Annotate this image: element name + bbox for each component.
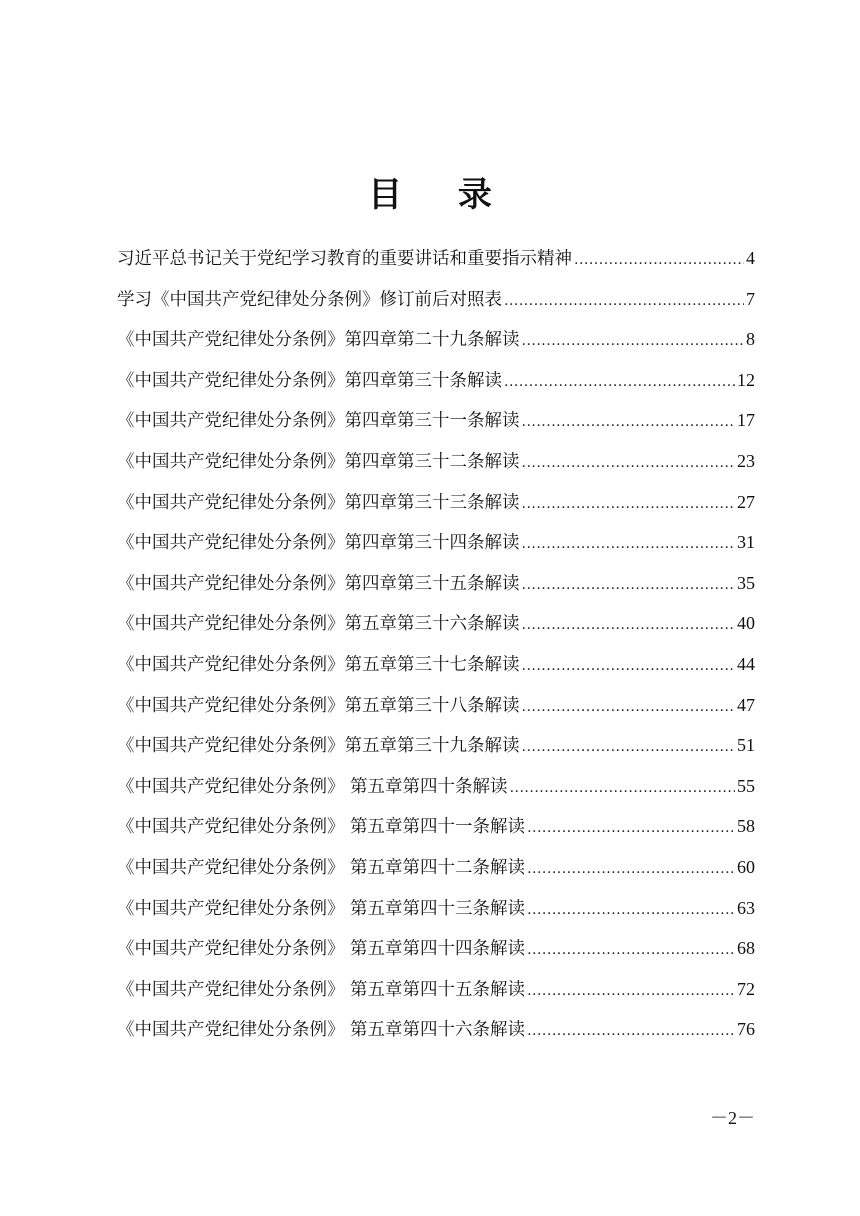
toc-entry-label: 《中国共产党纪律处分条例》第五章第三十八条解读 [117, 695, 520, 716]
toc-entry[interactable] [117, 769, 755, 810]
toc-dot-leader [522, 608, 736, 642]
toc-entry[interactable] [117, 525, 755, 566]
toc-entry-page-number: 68 [737, 938, 755, 959]
toc-entry-label: 《中国共产党纪律处分条例》第四章第三十五条解读 [117, 573, 520, 594]
toc-entry[interactable] [117, 728, 755, 769]
toc-entry[interactable] [117, 566, 755, 607]
toc-dot-leader [522, 527, 736, 561]
toc-dot-leader [510, 771, 735, 805]
toc-entry[interactable] [117, 931, 755, 972]
toc-entry[interactable] [117, 444, 755, 485]
toc-dot-leader [522, 730, 736, 764]
table-of-contents [117, 241, 755, 1053]
toc-entry-label: 《中国共产党纪律处分条例》 第五章第四十三条解读 [117, 898, 526, 919]
toc-dot-leader [527, 811, 735, 845]
toc-dot-leader [527, 893, 735, 927]
toc-entry-label: 习近平总书记关于党纪学习教育的重要讲话和重要指示精神 [117, 249, 572, 269]
toc-entry-label: 《中国共产党纪律处分条例》 第五章第四十四条解读 [117, 939, 526, 960]
toc-entry-page-number: 8 [746, 329, 755, 350]
toc-entry-page-number: 12 [737, 369, 755, 390]
toc-entry[interactable] [117, 891, 755, 932]
toc-dot-leader [522, 487, 736, 521]
toc-entry[interactable] [117, 322, 755, 363]
toc-entry-page-number: 27 [737, 491, 755, 512]
toc-entry-label: 《中国共产党纪律处分条例》第四章第三十一条解读 [117, 411, 520, 432]
toc-entry-page-number: 23 [737, 450, 755, 471]
toc-dot-leader [504, 365, 735, 399]
toc-entry[interactable] [117, 485, 755, 526]
toc-entry-page-number: 7 [746, 288, 755, 309]
toc-dot-leader [527, 933, 735, 967]
toc-entry-label: 《中国共产党纪律处分条例》 第五章第四十一条解读 [117, 817, 526, 838]
toc-entry[interactable] [117, 363, 755, 404]
toc-entry-page-number: 35 [737, 572, 755, 593]
toc-entry-label: 《中国共产党纪律处分条例》 第五章第四十二条解读 [117, 857, 526, 878]
toc-entry-label: 《中国共产党纪律处分条例》第四章第三十二条解读 [117, 451, 520, 472]
toc-entry-label: 《中国共产党纪律处分条例》第四章第二十九条解读 [117, 330, 520, 351]
page-title: 目 录 [368, 174, 514, 215]
toc-dot-leader [522, 649, 736, 683]
toc-entry-label: 《中国共产党纪律处分条例》 第五章第四十条解读 [117, 776, 508, 797]
toc-dot-leader [527, 974, 735, 1008]
toc-entry-page-number: 17 [737, 410, 755, 431]
toc-entry[interactable] [117, 647, 755, 688]
toc-entry[interactable] [117, 809, 755, 850]
toc-entry-page-number: 58 [737, 816, 755, 837]
toc-dot-leader [527, 852, 735, 886]
toc-entry[interactable] [117, 241, 755, 282]
toc-entry-label: 《中国共产党纪律处分条例》 第五章第四十五条解读 [117, 979, 526, 1000]
toc-entry[interactable] [117, 688, 755, 729]
toc-entry-page-number: 63 [737, 897, 755, 918]
toc-entry-label: 《中国共产党纪律处分条例》 第五章第四十六条解读 [117, 1020, 526, 1041]
toc-entry-page-number: 44 [737, 653, 755, 674]
toc-dot-leader [527, 1014, 735, 1048]
toc-entry-page-number: 31 [737, 532, 755, 553]
toc-entry[interactable] [117, 403, 755, 444]
page-number: －2－ [710, 1108, 755, 1128]
toc-dot-leader [522, 446, 736, 480]
toc-entry-page-number: 72 [737, 978, 755, 999]
toc-dot-leader [504, 284, 744, 318]
toc-dot-leader [522, 690, 736, 724]
toc-entry-page-number: 60 [737, 856, 755, 877]
toc-entry[interactable] [117, 1012, 755, 1053]
toc-entry-page-number: 55 [737, 775, 755, 796]
toc-entry[interactable] [117, 606, 755, 647]
toc-entry[interactable] [117, 850, 755, 891]
toc-dot-leader [574, 243, 744, 277]
toc-entry[interactable] [117, 282, 755, 323]
toc-entry-label: 《中国共产党纪律处分条例》第五章第三十九条解读 [117, 736, 520, 757]
toc-entry-label: 《中国共产党纪律处分条例》第四章第三十四条解读 [117, 533, 520, 554]
toc-entry-page-number: 47 [737, 694, 755, 715]
toc-entry-label: 《中国共产党纪律处分条例》第四章第三十三条解读 [117, 492, 520, 513]
toc-entry-page-number: 4 [746, 248, 755, 268]
toc-entry-label: 学习《中国共产党纪律处分条例》修订前后对照表 [117, 289, 502, 310]
toc-entry-label: 《中国共产党纪律处分条例》第五章第三十六条解读 [117, 614, 520, 635]
toc-dot-leader [522, 405, 736, 439]
toc-entry-page-number: 51 [737, 735, 755, 756]
toc-entry-label: 《中国共产党纪律处分条例》第五章第三十七条解读 [117, 654, 520, 675]
toc-entry[interactable] [117, 972, 755, 1013]
toc-entry-page-number: 76 [737, 1019, 755, 1040]
toc-entry-page-number: 40 [737, 613, 755, 634]
toc-entry-label: 《中国共产党纪律处分条例》第四章第三十条解读 [117, 370, 502, 391]
toc-dot-leader [522, 568, 736, 602]
toc-dot-leader [522, 324, 745, 358]
